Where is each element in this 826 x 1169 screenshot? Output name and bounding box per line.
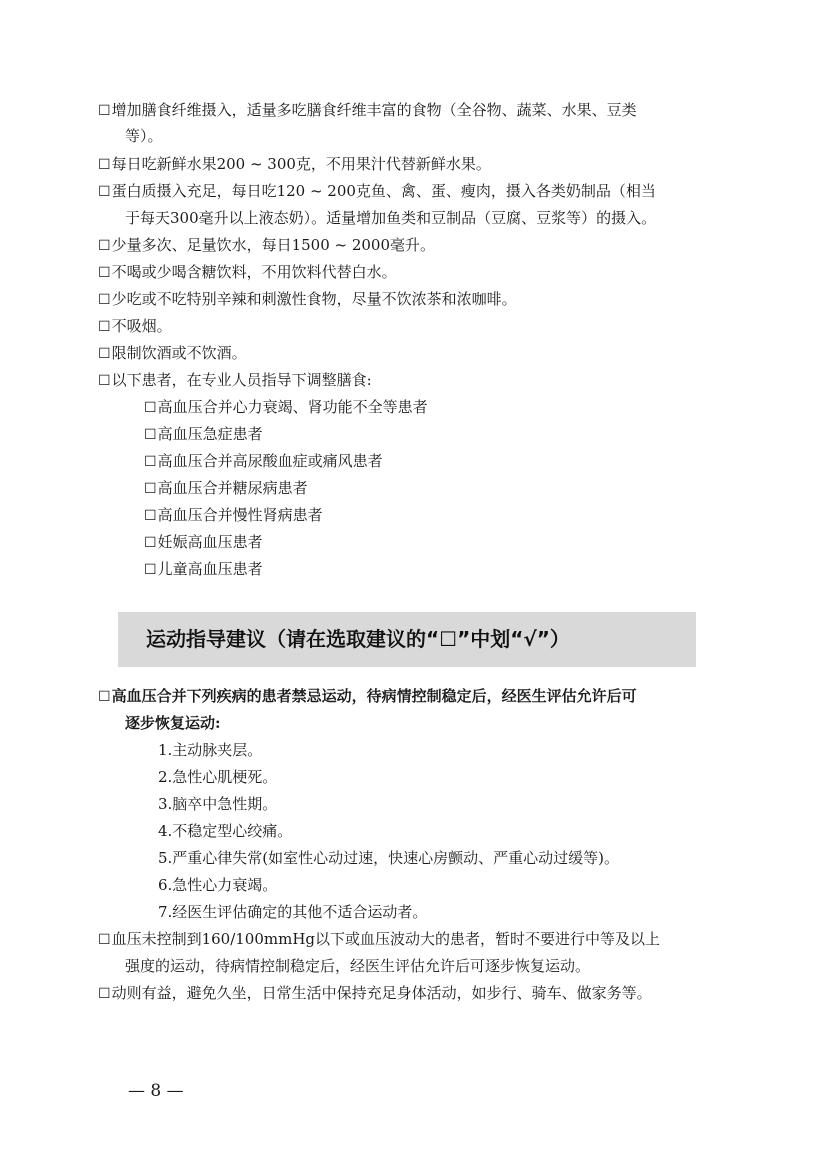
item-text: 血压未控制到160/100mmHg以下或血压波动大的患者，暂时不要进行中等及以上 — [111, 930, 661, 948]
checkbox-icon[interactable]: ☐ — [98, 157, 111, 173]
sub-item-pregnancy[interactable] — [144, 532, 263, 553]
item-text: 高血压合并下列疾病的患者禁忌运动，待病情控制稳定后，经医生评估允许后可 — [111, 687, 637, 705]
exercise-item-bp-uncontrolled-cont: 强度的运动，待病情控制稳定后，经医生评估允许后可逐步恢复运动。 — [125, 957, 591, 975]
exercise-item-active-living[interactable] — [98, 983, 652, 1004]
diet-item-spicy[interactable] — [98, 289, 517, 310]
item-text: 高血压合并慢性肾病患者 — [157, 506, 323, 524]
item-text: 以下患者，在专业人员指导下调整膳食: — [111, 371, 372, 389]
item-text: 少吃或不吃特别辛辣和刺激性食物，尽量不饮浓茶和浓咖啡。 — [111, 290, 517, 308]
contraindication-item: 5.严重心律失常(如室性心动过速，快速心房颤动、严重心动过缓等)。 — [158, 849, 620, 867]
diet-item-sugar-drinks[interactable] — [98, 262, 397, 283]
item-text: 妊娠高血压患者 — [157, 533, 263, 551]
item-text: 高血压合并高尿酸血症或痛风患者 — [157, 452, 383, 470]
item-text: 不喝或少喝含糖饮料，不用饮料代替白水。 — [111, 263, 397, 281]
diet-item-no-smoking[interactable] — [98, 316, 172, 337]
sub-item-gout[interactable] — [144, 451, 383, 472]
page-number: — 8 — — [128, 1081, 184, 1101]
checkbox-icon[interactable]: ☐ — [144, 508, 157, 524]
sub-item-children[interactable] — [144, 559, 263, 580]
contraindication-item: 3.脑卒中急性期。 — [158, 795, 278, 813]
item-text: 高血压合并心力衰竭、肾功能不全等患者 — [157, 398, 428, 416]
item-text: 增加膳食纤维摄入，适量多吃膳食纤维丰富的食物（全谷物、蔬菜、水果、豆类 — [111, 101, 637, 119]
contraindication-item: 4.不稳定型心绞痛。 — [158, 822, 293, 840]
sub-item-kidney[interactable] — [144, 505, 323, 526]
item-text: 动则有益，避免久坐，日常生活中保持充足身体活动，如步行、骑车、做家务等。 — [111, 984, 652, 1002]
checkbox-icon[interactable]: ☐ — [144, 535, 157, 551]
checkbox-icon[interactable]: ☐ — [144, 562, 157, 578]
checkbox-icon[interactable]: ☐ — [98, 103, 111, 119]
checkbox-icon[interactable]: ☐ — [98, 292, 111, 308]
checkbox-icon[interactable]: ☐ — [98, 346, 111, 362]
item-text: 儿童高血压患者 — [157, 560, 263, 578]
diet-item-alcohol[interactable] — [98, 343, 247, 364]
sub-item-emergency[interactable] — [144, 424, 263, 445]
exercise-item-contraindication-cont: 逐步恢复运动: — [125, 714, 221, 732]
checkbox-icon[interactable]: ☐ — [144, 427, 157, 443]
item-text: 高血压急症患者 — [157, 425, 263, 443]
item-text: 少量多次、足量饮水，每日1500 ~ 2000毫升。 — [111, 236, 436, 254]
diet-item-fruit[interactable] — [98, 154, 491, 175]
item-text: 蛋白质摄入充足，每日吃120 ~ 200克鱼、禽、蛋、瘦肉，摄入各类奶制品（相当 — [111, 182, 656, 200]
diet-item-special-patients[interactable] — [98, 370, 372, 391]
checkbox-icon[interactable]: ☐ — [98, 238, 111, 254]
contraindication-item: 2.急性心肌梗死。 — [158, 768, 278, 786]
contraindication-item: 1.主动脉夹层。 — [158, 741, 263, 759]
checkbox-icon[interactable]: ☐ — [144, 454, 157, 470]
sub-item-heart-failure[interactable] — [144, 397, 428, 418]
section-title: 运动指导建议（请在选取建议的“☐”中划“√”） — [146, 627, 570, 651]
item-text: 高血压合并糖尿病患者 — [157, 479, 308, 497]
diet-item-fiber[interactable] — [98, 100, 637, 121]
checkbox-icon[interactable]: ☐ — [98, 986, 111, 1002]
diet-item-protein[interactable] — [98, 181, 656, 202]
item-text: 不吸烟。 — [111, 317, 172, 335]
sub-item-diabetes[interactable] — [144, 478, 308, 499]
checkbox-icon[interactable]: ☐ — [144, 400, 157, 416]
contraindication-item: 7.经医生评估确定的其他不适合运动者。 — [158, 903, 428, 921]
checkbox-icon[interactable]: ☐ — [98, 184, 111, 200]
checkbox-icon[interactable]: ☐ — [144, 481, 157, 497]
checkbox-icon[interactable]: ☐ — [98, 265, 111, 281]
diet-item-protein-cont: 于每天300毫升以上液态奶）。适量增加鱼类和豆制品（豆腐、豆浆等）的摄入。 — [125, 209, 657, 227]
item-text: 限制饮酒或不饮酒。 — [111, 344, 247, 362]
checkbox-icon[interactable]: ☐ — [98, 373, 111, 389]
diet-item-fiber-cont: 等）。 — [125, 127, 163, 145]
exercise-item-bp-uncontrolled[interactable] — [98, 929, 660, 950]
checkbox-icon[interactable]: ☐ — [98, 319, 111, 335]
diet-item-water[interactable] — [98, 235, 435, 256]
exercise-item-contraindication[interactable] — [98, 686, 637, 707]
exercise-section-banner — [118, 612, 696, 667]
checkbox-icon[interactable]: ☐ — [98, 689, 111, 705]
contraindication-item: 6.急性心力衰竭。 — [158, 876, 278, 894]
checkbox-icon[interactable]: ☐ — [98, 932, 111, 948]
item-text: 每日吃新鲜水果200 ~ 300克，不用果汁代替新鲜水果。 — [111, 155, 491, 173]
